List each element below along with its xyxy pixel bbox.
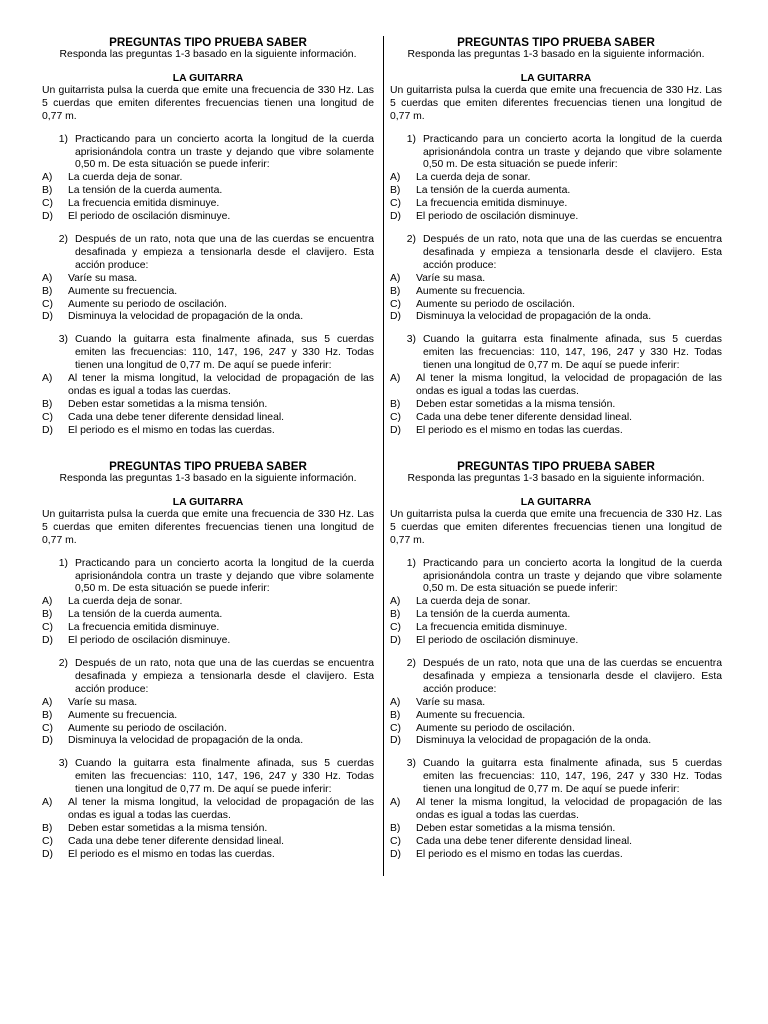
- option-letter: A): [42, 696, 53, 708]
- option-text: Aumente su frecuencia.: [416, 285, 526, 297]
- question-number: 2): [58, 657, 68, 669]
- worksheet-title: PREGUNTAS TIPO PRUEBA SABER: [457, 36, 655, 49]
- answer-option: [390, 198, 722, 211]
- question-stem: [42, 658, 374, 697]
- option-text: Varíe su masa.: [68, 696, 138, 708]
- answer-option: [42, 697, 374, 710]
- instructions: Responda las preguntas 1-3 basado en la siguiente información.: [59, 49, 357, 60]
- option-letter: B): [390, 185, 401, 197]
- option-letter: C): [42, 622, 53, 634]
- option-letter: B): [390, 285, 401, 297]
- option-text: Aumente su frecuencia.: [68, 285, 178, 297]
- question-number: 1): [406, 557, 416, 569]
- option-letter: B): [42, 185, 53, 197]
- option-letter: A): [390, 797, 401, 809]
- question-stem: [390, 558, 722, 597]
- answer-option: [390, 797, 722, 823]
- option-letter: B): [390, 398, 401, 410]
- question-number: 3): [58, 758, 68, 770]
- question: [390, 334, 722, 437]
- option-text: Deben estar sometidas a la misma tensión.: [416, 822, 616, 834]
- question-text: Después de un rato, nota que una de las cuerdas se encuentra desafinada y empieza a tensionarla desde el clavijero. Esta acción produce:: [75, 233, 374, 271]
- intro-paragraph: Un guitarrista pulsa la cuerda que emite una frecuencia de 330 Hz. Las 5 cuerdas que emiten diferentes frecuencias tienen una longitud de 0,77 m.: [42, 84, 374, 122]
- question: [390, 134, 722, 224]
- option-letter: C): [42, 298, 53, 310]
- question-text: Cuando la guitarra esta finalmente afinada, sus 5 cuerdas emiten las frecuencias: 110, 147, 196, 247 y 330 Hz. Todas tienen una longitud de 0,77 m. De aquí se puede inferir:: [423, 758, 722, 796]
- answer-option: [42, 211, 374, 224]
- option-letter: C): [390, 722, 401, 734]
- option-text: La frecuencia emitida disminuye.: [68, 198, 220, 210]
- question: [42, 234, 374, 324]
- answer-option: [390, 823, 722, 836]
- worksheet-copy-top-right: [390, 36, 722, 448]
- option-text: El periodo de oscilación disminuye.: [68, 211, 231, 223]
- option-text: Aumente su periodo de oscilación.: [68, 298, 227, 310]
- answer-option: [42, 823, 374, 836]
- question: [390, 658, 722, 748]
- option-letter: A): [42, 596, 53, 608]
- question-list: [42, 558, 374, 862]
- option-text: Cada una debe tener diferente densidad lineal.: [68, 411, 285, 423]
- answer-option: [390, 735, 722, 748]
- answer-option: [390, 622, 722, 635]
- question-number: 2): [406, 233, 416, 245]
- answer-option: [42, 273, 374, 286]
- option-text: El periodo de oscilación disminuye.: [68, 635, 231, 647]
- option-text: El periodo es el mismo en todas las cuerdas.: [416, 424, 623, 436]
- option-text: La frecuencia emitida disminuye.: [416, 198, 568, 210]
- option-text: Disminuya la velocidad de propagación de la onda.: [68, 735, 304, 747]
- question-list: [390, 134, 722, 438]
- question-text: Practicando para un concierto acorta la longitud de la cuerda aprisionándola contra un traste y dejando que vibre solamente 0,50 m. De esta situación se puede inferir:: [423, 133, 722, 171]
- option-text: Varíe su masa.: [416, 696, 486, 708]
- option-text: La frecuencia emitida disminuye.: [416, 622, 568, 634]
- answer-option: [42, 425, 374, 438]
- option-text: El periodo de oscilación disminuye.: [416, 211, 579, 223]
- option-letter: D): [390, 635, 401, 647]
- option-text: La cuerda deja de sonar.: [68, 172, 183, 184]
- intro-paragraph: Un guitarrista pulsa la cuerda que emite una frecuencia de 330 Hz. Las 5 cuerdas que emiten diferentes frecuencias tienen una longitud de 0,77 m.: [390, 508, 722, 546]
- option-letter: C): [42, 198, 53, 210]
- answer-option: [42, 198, 374, 211]
- option-text: Deben estar sometidas a la misma tensión.: [68, 398, 268, 410]
- answer-option: [42, 735, 374, 748]
- option-text: El periodo es el mismo en todas las cuerdas.: [68, 848, 275, 860]
- answer-option: [42, 311, 374, 324]
- option-letter: D): [390, 424, 401, 436]
- worksheet-title: PREGUNTAS TIPO PRUEBA SABER: [457, 460, 655, 473]
- answer-option: [42, 596, 374, 609]
- option-letter: A): [390, 696, 401, 708]
- option-text: Aumente su periodo de oscilación.: [416, 298, 575, 310]
- answer-options: [390, 373, 722, 438]
- question-stem: [390, 658, 722, 697]
- answer-option: [42, 622, 374, 635]
- answer-option: [390, 635, 722, 648]
- answer-option: [390, 211, 722, 224]
- worksheet-copy-bottom-left: [42, 460, 374, 872]
- question: [42, 134, 374, 224]
- question: [390, 558, 722, 648]
- question-stem: [42, 134, 374, 173]
- question-number: 1): [58, 133, 68, 145]
- answer-option: [390, 286, 722, 299]
- answer-option: [42, 412, 374, 425]
- option-letter: C): [42, 411, 53, 423]
- question-stem: [390, 234, 722, 273]
- option-text: Aumente su frecuencia.: [68, 709, 178, 721]
- question-text: Cuando la guitarra esta finalmente afinada, sus 5 cuerdas emiten las frecuencias: 110, 147, 196, 247 y 330 Hz. Todas tienen una longitud de 0,77 m. De aquí se puede inferir:: [75, 758, 374, 796]
- question-text: Después de un rato, nota que una de las cuerdas se encuentra desafinada y empieza a tensionarla desde el clavijero. Esta acción produce:: [75, 657, 374, 695]
- worksheet-copy-top-left: [42, 36, 374, 448]
- question: [42, 558, 374, 648]
- answer-option: [42, 849, 374, 862]
- option-text: Deben estar sometidas a la misma tensión.: [416, 398, 616, 410]
- worksheet-title: PREGUNTAS TIPO PRUEBA SABER: [109, 460, 307, 473]
- option-text: El periodo es el mismo en todas las cuerdas.: [68, 424, 275, 436]
- question-text: Cuando la guitarra esta finalmente afinada, sus 5 cuerdas emiten las frecuencias: 110, 147, 196, 247 y 330 Hz. Todas tienen una longitud de 0,77 m. De aquí se puede inferir:: [75, 334, 374, 372]
- answer-options: [390, 797, 722, 862]
- option-letter: B): [42, 398, 53, 410]
- option-letter: B): [42, 609, 53, 621]
- option-text: La tensión de la cuerda aumenta.: [416, 609, 571, 621]
- option-letter: A): [390, 272, 401, 284]
- answer-options: [390, 697, 722, 749]
- intro-paragraph: Un guitarrista pulsa la cuerda que emite una frecuencia de 330 Hz. Las 5 cuerdas que emiten diferentes frecuencias tienen una longitud de 0,77 m.: [42, 508, 374, 546]
- answer-option: [42, 286, 374, 299]
- option-text: La tensión de la cuerda aumenta.: [68, 185, 223, 197]
- option-letter: D): [42, 635, 53, 647]
- answer-option: [42, 399, 374, 412]
- answer-option: [42, 373, 374, 399]
- option-letter: B): [390, 822, 401, 834]
- option-text: Al tener la misma longitud, la velocidad de propagación de las ondas es igual a todas las cuerdas.: [68, 373, 374, 397]
- option-letter: C): [390, 198, 401, 210]
- answer-options: [390, 273, 722, 325]
- question-number: 3): [58, 334, 68, 346]
- option-text: Aumente su periodo de oscilación.: [68, 722, 227, 734]
- option-text: Al tener la misma longitud, la velocidad de propagación de las ondas es igual a todas las cuerdas.: [68, 797, 374, 821]
- answer-option: [390, 596, 722, 609]
- answer-option: [42, 797, 374, 823]
- question-stem: [42, 558, 374, 597]
- option-letter: D): [390, 311, 401, 323]
- option-letter: B): [390, 709, 401, 721]
- question-number: 1): [406, 133, 416, 145]
- question-text: Después de un rato, nota que una de las cuerdas se encuentra desafinada y empieza a tensionarla desde el clavijero. Esta acción produce:: [423, 233, 722, 271]
- option-letter: C): [42, 835, 53, 847]
- option-text: Al tener la misma longitud, la velocidad de propagación de las ondas es igual a todas las cuerdas.: [416, 373, 722, 397]
- answer-option: [390, 609, 722, 622]
- question: [42, 658, 374, 748]
- question-text: Practicando para un concierto acorta la longitud de la cuerda aprisionándola contra un traste y dejando que vibre solamente 0,50 m. De esta situación se puede inferir:: [75, 133, 374, 171]
- question-text: Cuando la guitarra esta finalmente afinada, sus 5 cuerdas emiten las frecuencias: 110, 147, 196, 247 y 330 Hz. Todas tienen una longitud de 0,77 m. De aquí se puede inferir:: [423, 334, 722, 372]
- answer-option: [42, 299, 374, 312]
- section-title: LA GUITARRA: [172, 496, 244, 508]
- question-number: 3): [406, 758, 416, 770]
- option-letter: C): [390, 622, 401, 634]
- instructions: Responda las preguntas 1-3 basado en la siguiente información.: [407, 49, 705, 60]
- question-number: 2): [58, 233, 68, 245]
- answer-option: [390, 836, 722, 849]
- option-text: Cada una debe tener diferente densidad lineal.: [416, 411, 633, 423]
- answer-option: [390, 399, 722, 412]
- question-stem: [390, 334, 722, 373]
- option-letter: D): [390, 211, 401, 223]
- question-stem: [42, 234, 374, 273]
- option-letter: A): [42, 272, 53, 284]
- answer-option: [42, 609, 374, 622]
- answer-options: [42, 697, 374, 749]
- answer-option: [42, 723, 374, 736]
- option-text: La cuerda deja de sonar.: [416, 172, 531, 184]
- question: [390, 234, 722, 324]
- answer-option: [390, 425, 722, 438]
- option-letter: A): [390, 373, 401, 385]
- option-letter: C): [390, 835, 401, 847]
- answer-options: [42, 596, 374, 648]
- answer-option: [42, 710, 374, 723]
- question-stem: [42, 758, 374, 797]
- option-text: La cuerda deja de sonar.: [68, 596, 183, 608]
- option-text: La frecuencia emitida disminuye.: [68, 622, 220, 634]
- section-title: LA GUITARRA: [172, 72, 244, 84]
- answer-option: [42, 635, 374, 648]
- option-letter: D): [390, 848, 401, 860]
- answer-option: [390, 311, 722, 324]
- option-text: Disminuya la velocidad de propagación de la onda.: [416, 735, 652, 747]
- instructions: Responda las preguntas 1-3 basado en la siguiente información.: [59, 473, 357, 484]
- option-text: Varíe su masa.: [68, 272, 138, 284]
- section-title: LA GUITARRA: [520, 72, 592, 84]
- worksheet-copy-bottom-right: [390, 460, 722, 872]
- option-letter: A): [42, 172, 53, 184]
- option-letter: B): [42, 285, 53, 297]
- option-letter: B): [390, 609, 401, 621]
- option-text: Cada una debe tener diferente densidad lineal.: [416, 835, 633, 847]
- column-divider: [383, 36, 384, 876]
- answer-options: [390, 596, 722, 648]
- option-letter: D): [42, 735, 53, 747]
- option-text: El periodo es el mismo en todas las cuerdas.: [416, 848, 623, 860]
- answer-option: [42, 836, 374, 849]
- question-stem: [390, 758, 722, 797]
- question: [390, 758, 722, 861]
- answer-option: [390, 723, 722, 736]
- question-text: Después de un rato, nota que una de las cuerdas se encuentra desafinada y empieza a tensionarla desde el clavijero. Esta acción produce:: [423, 657, 722, 695]
- question-text: Practicando para un concierto acorta la longitud de la cuerda aprisionándola contra un traste y dejando que vibre solamente 0,50 m. De esta situación se puede inferir:: [423, 557, 722, 595]
- answer-option: [390, 172, 722, 185]
- option-text: Aumente su periodo de oscilación.: [416, 722, 575, 734]
- option-letter: C): [390, 411, 401, 423]
- question-stem: [42, 334, 374, 373]
- option-letter: A): [42, 373, 53, 385]
- question: [42, 758, 374, 861]
- answer-option: [390, 373, 722, 399]
- option-text: Deben estar sometidas a la misma tensión.: [68, 822, 268, 834]
- answer-option: [390, 710, 722, 723]
- section-title: LA GUITARRA: [520, 496, 592, 508]
- option-text: Varíe su masa.: [416, 272, 486, 284]
- option-text: La tensión de la cuerda aumenta.: [416, 185, 571, 197]
- question-number: 3): [406, 334, 416, 346]
- question-stem: [390, 134, 722, 173]
- option-letter: A): [42, 797, 53, 809]
- option-letter: A): [390, 596, 401, 608]
- question-number: 1): [58, 557, 68, 569]
- question-list: [390, 558, 722, 862]
- answer-options: [390, 172, 722, 224]
- answer-options: [42, 373, 374, 438]
- question-text: Practicando para un concierto acorta la longitud de la cuerda aprisionándola contra un traste y dejando que vibre solamente 0,50 m. De esta situación se puede inferir:: [75, 557, 374, 595]
- option-text: El periodo de oscilación disminuye.: [416, 635, 579, 647]
- question-number: 2): [406, 657, 416, 669]
- answer-option: [390, 412, 722, 425]
- option-text: La cuerda deja de sonar.: [416, 596, 531, 608]
- answer-option: [42, 185, 374, 198]
- option-letter: D): [42, 211, 53, 223]
- option-letter: C): [42, 722, 53, 734]
- option-text: Disminuya la velocidad de propagación de la onda.: [416, 311, 652, 323]
- answer-option: [390, 185, 722, 198]
- intro-paragraph: Un guitarrista pulsa la cuerda que emite una frecuencia de 330 Hz. Las 5 cuerdas que emiten diferentes frecuencias tienen una longitud de 0,77 m.: [390, 84, 722, 122]
- option-letter: D): [42, 424, 53, 436]
- option-letter: B): [42, 822, 53, 834]
- option-text: Disminuya la velocidad de propagación de la onda.: [68, 311, 304, 323]
- option-letter: D): [42, 848, 53, 860]
- answer-options: [42, 172, 374, 224]
- answer-option: [390, 697, 722, 710]
- answer-options: [42, 797, 374, 862]
- option-letter: A): [390, 172, 401, 184]
- option-letter: D): [42, 311, 53, 323]
- answer-option: [390, 273, 722, 286]
- worksheet-title: PREGUNTAS TIPO PRUEBA SABER: [109, 36, 307, 49]
- instructions: Responda las preguntas 1-3 basado en la siguiente información.: [407, 473, 705, 484]
- option-letter: D): [390, 735, 401, 747]
- answer-option: [42, 172, 374, 185]
- option-text: Al tener la misma longitud, la velocidad de propagación de las ondas es igual a todas las cuerdas.: [416, 797, 722, 821]
- question: [42, 334, 374, 437]
- option-text: Aumente su frecuencia.: [416, 709, 526, 721]
- option-text: Cada una debe tener diferente densidad lineal.: [68, 835, 285, 847]
- option-letter: C): [390, 298, 401, 310]
- answer-options: [42, 273, 374, 325]
- option-text: La tensión de la cuerda aumenta.: [68, 609, 223, 621]
- option-letter: B): [42, 709, 53, 721]
- answer-option: [390, 849, 722, 862]
- answer-option: [390, 299, 722, 312]
- question-list: [42, 134, 374, 438]
